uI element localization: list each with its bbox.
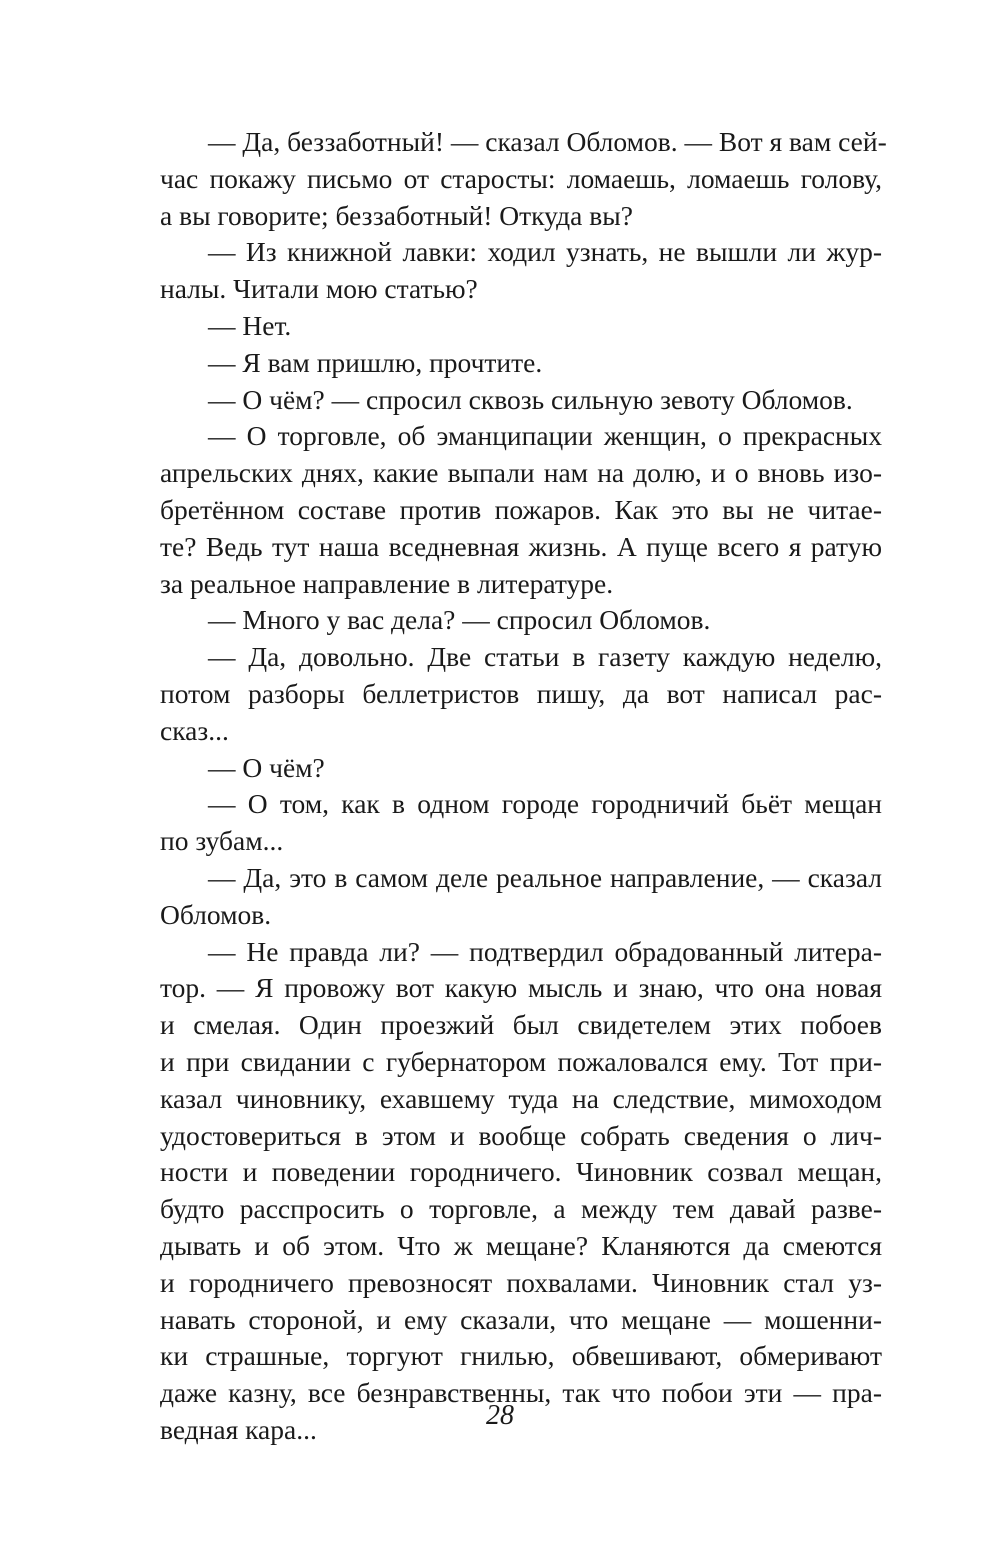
text-line: по зубам... [160, 825, 284, 857]
text-line: — Из книжной лавки: ходил узнать, не вышли ли жур- [208, 236, 882, 268]
text-line: — О чём? [208, 751, 325, 783]
text-line: апрельских днях, какие выпали нам на долю, и о вновь изо- [160, 457, 882, 489]
text-line: — Нет. [208, 309, 292, 341]
text-line: ки страшные, торгуют гнилью, обвешивают, обмеривают [160, 1340, 882, 1372]
text-line: Обломов. [160, 898, 272, 930]
page-number: 28 [486, 1400, 514, 1431]
text-line: тор. — Я провожу вот какую мысль и знаю, что она новая [160, 972, 882, 1004]
text-line: ведная кара... [160, 1413, 317, 1445]
text-line: ности и поведении городничего. Чиновник созвал мещан, [160, 1156, 882, 1188]
text-line: и смелая. Один проезжий был свидетелем этих побоев [160, 1009, 882, 1041]
text-line: за реальное направление в литературе. [160, 567, 614, 599]
text-line: будто расспросить о торговле, а между тем давай разве- [160, 1193, 882, 1225]
text-line: — Да, это в самом деле реальное направление, — сказал [208, 861, 882, 893]
text-line: — Много у вас дела? — спросил Обломов. [208, 604, 711, 636]
text-line: — Да, довольно. Две статьи в газету каждую неделю, [208, 641, 882, 673]
text-line: а вы говорите; беззаботный! Откуда вы? [160, 199, 633, 231]
text-line: — О чём? — спросил сквозь сильную зевоту Обломов. [208, 383, 853, 415]
text-line: сказ... [160, 714, 229, 746]
text-line: — О торговле, об эманципации женщин, о прекрасных [208, 420, 882, 452]
text-line: дывать и об этом. Что ж мещане? Кланяются да смеются [160, 1229, 882, 1261]
body-text [160, 124, 887, 1449]
text-line: налы. Читали мою статью? [160, 273, 478, 305]
text-line: и городничего превозносят похвалами. Чиновник стал уз- [160, 1266, 882, 1298]
text-line: и при свидании с губернатором пожаловался ему. Тот при- [160, 1045, 882, 1077]
text-line: — О том, как в одном городе городничий бьёт мещан [208, 788, 882, 820]
text-line: — Не правда ли? — подтвердил обрадованный литера- [208, 935, 882, 967]
text-line: — Я вам пришлю, прочтите. [208, 346, 543, 378]
text-line: потом разборы беллетристов пишу, да вот написал рас- [160, 677, 882, 709]
text-line: бретённом составе против пожаров. Как это вы не читае- [160, 493, 882, 525]
text-line: те? Ведь тут наша вседневная жизнь. А пуще всего я ратую [160, 530, 882, 562]
text-line: даже казну, все безнравственны, так что побои эти — пра- [160, 1377, 882, 1409]
text-line: казал чиновнику, ехавшему туда на следствие, мимоходом [160, 1082, 882, 1114]
text-line: удостовериться в этом и вообще собрать сведения о лич- [160, 1119, 882, 1151]
text-line: навать стороной, и ему сказали, что мещане — мошенни- [160, 1303, 882, 1335]
text-line: час покажу письмо от старосты: ломаешь, ломаешь голову, [160, 162, 882, 194]
text-line: — Да, беззаботный! — сказал Обломов. — Вот я вам сей- [208, 126, 887, 157]
